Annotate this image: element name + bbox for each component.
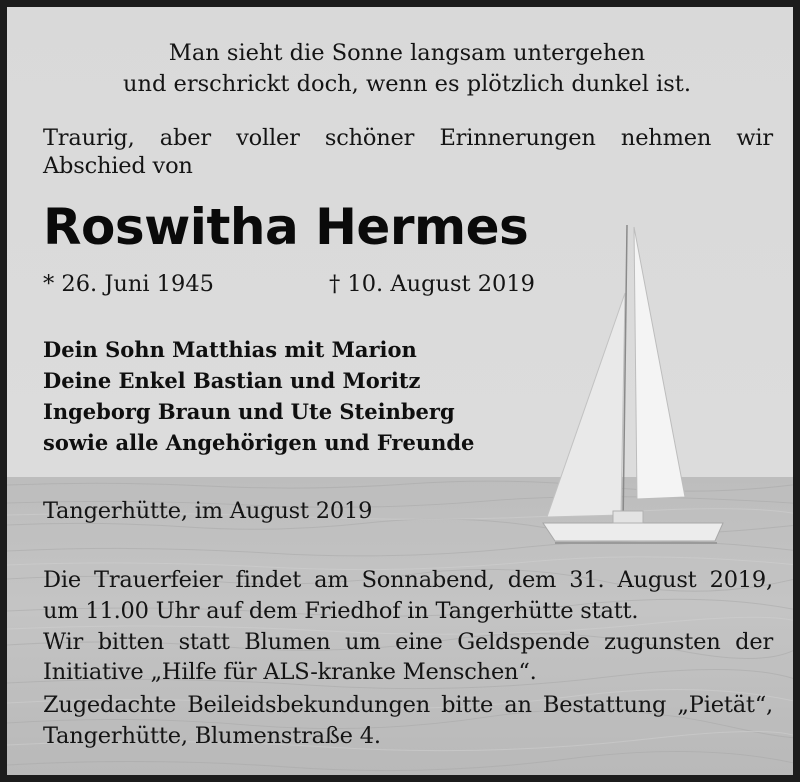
death-date: † 10. August 2019 [329,271,535,297]
service-line-3: Wir bitten statt Blumen um eine Geldspende zugunsten der [43,629,773,655]
mourner-line: Deine Enkel Bastian und Moritz [43,368,421,393]
service-line-6: Tangerhütte, Blumenstraße 4. [43,723,381,749]
verse-line-1: Man sieht die Sonne langsam untergehen [168,40,646,66]
birth-date: * 26. Juni 1945 [43,271,214,297]
verse-line-2: und erschrickt doch, wenn es plötzlich dunkel ist. [123,71,691,97]
intro-line-2: Abschied von [43,153,193,179]
mourner-line: sowie alle Angehörigen und Freunde [43,430,475,455]
mourner-line: Ingeborg Braun und Ute Steinberg [43,399,455,424]
mourners-list [43,334,474,458]
deceased-name: Roswitha Hermes [43,198,529,256]
mourner-line: Dein Sohn Matthias mit Marion [43,337,417,362]
place-date: Tangerhütte, im August 2019 [43,498,373,524]
service-line-4: Initiative „Hilfe für ALS-kranke Menschen“. [43,659,537,685]
service-line-1: Die Trauerfeier findet am Sonnabend, dem 31. August 2019, [43,567,773,593]
service-line-2: um 11.00 Uhr auf dem Friedhof in Tangerhütte statt. [43,598,639,624]
intro-line-1: Traurig, aber voller schöner Erinnerungen nehmen wir [43,125,773,151]
service-line-5: Zugedachte Beileidsbekundungen bitte an Bestattung „Pietät“, [43,692,773,718]
